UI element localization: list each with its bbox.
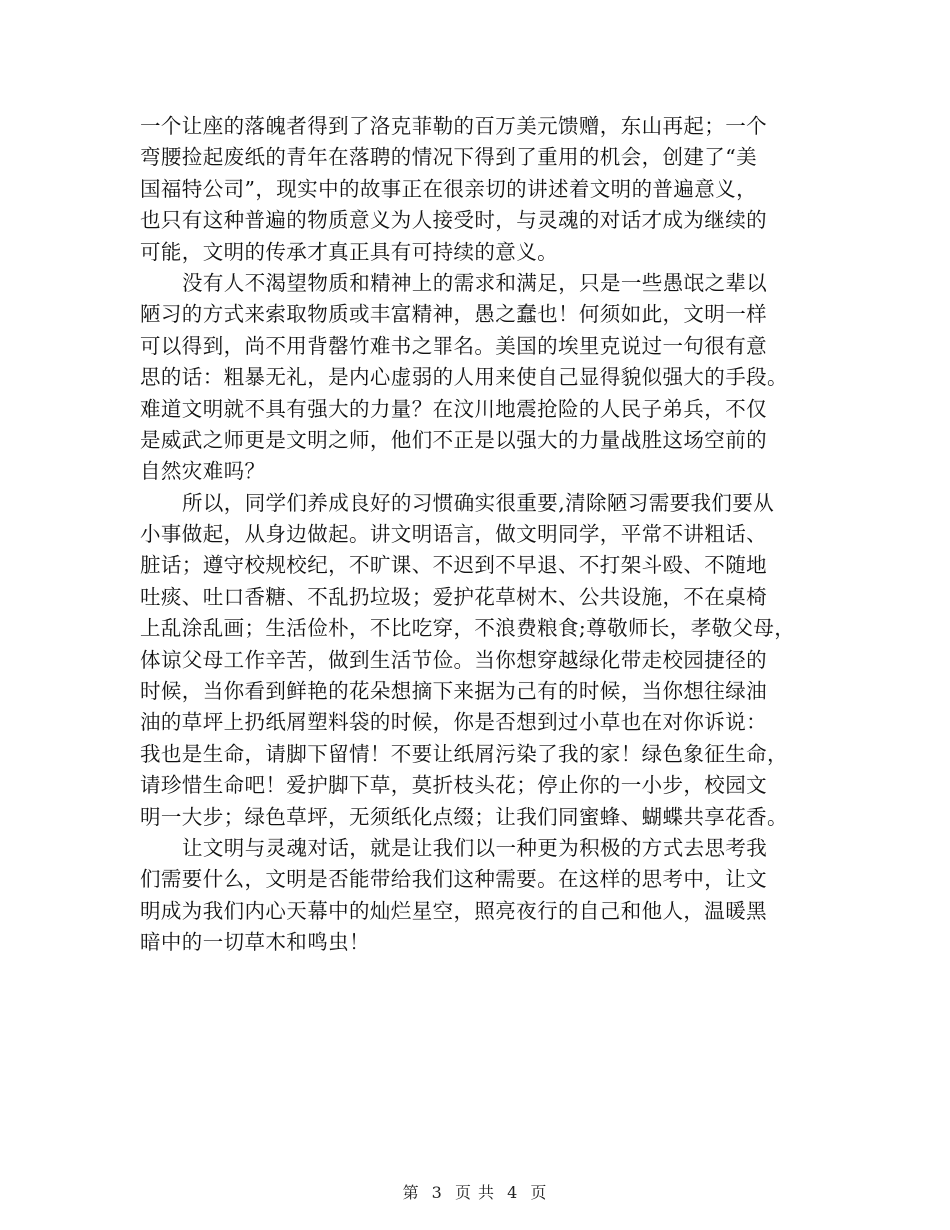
text-line: 所以，同学们养成良好的习惯确实很重要,清除陋习需要我们要从 [182,490,775,515]
page-footer [0,1180,950,1203]
text-line: 油的草坪上扔纸屑塑料袋的时候，你是否想到过小草也在对你诉说： [140,710,767,735]
text-line: 明一大步；绿色草坪，无须纸化点缀；让我们同蜜蜂、蝴蝶共享花香。 [140,804,788,829]
text-line: 自然灾难吗？ [140,459,266,484]
text-line: 可以得到，尚不用背罄竹难书之罪名。美国的埃里克说过一句很有意 [140,333,767,358]
text-line: 脏话；遵守校规校纪，不旷课、不迟到不早退、不打架斗殴、不随地 [140,553,767,578]
text-line: 可能，文明的传承才真正具有可持续的意义。 [140,239,558,264]
text-line: 暗中的一切草木和鸣虫！ [140,930,370,955]
text-line: 小事做起，从身边做起。讲文明语言，做文明同学，平常不讲粗话、 [140,522,767,547]
text-line: 一个让座的落魄者得到了洛克菲勒的百万美元馈赠，东山再起；一个 [140,114,767,138]
text-line: 难道文明就不具有强大的力量？在汶川地震抢险的人民子弟兵，不仅 [140,396,767,421]
text-line: 没有人不渴望物质和精神上的需求和满足，只是一些愚氓之辈以 [182,270,768,295]
text-line: 们需要什么，文明是否能带给我们这种需要。在这样的思考中，让文 [140,867,767,892]
text-line: 让文明与灵魂对话，就是让我们以一种更为积极的方式去思考我 [182,835,768,860]
text-line: 陋习的方式来索取物质或丰富精神，愚之蠢也！何须如此，文明一样 [140,302,767,327]
text-line: 请珍惜生命吧！爱护脚下草，莫折枝头花；停止你的一小步，校园文 [140,773,767,798]
text-line: 时候，当你看到鲜艳的花朵想摘下来据为己有的时候，当你想往绿油 [140,679,767,704]
text-line: 吐痰、吐口香糖、不乱扔垃圾；爱护花草树木、公共设施，不在桌椅 [140,584,767,609]
footer-prefix: 第 [402,1183,420,1202]
footer-mid: 页 共 [454,1183,496,1202]
text-line: 国福特公司”，现实中的故事正在很亲切的讲述着文明的普遍意义， [140,176,757,201]
text-line: 我也是生命，请脚下留情！不要让纸屑污染了我的家！绿色象征生命， [140,741,788,766]
text-line: 是威武之师更是文明之师，他们不正是以强大的力量战胜这场空前的 [140,427,767,452]
text-line: 体谅父母工作辛苦，做到生活节俭。当你想穿越绿化带走校园捷径的 [140,647,767,672]
text-line: 上乱涂乱画；生活俭朴，不比吃穿，不浪费粮食;尊敬师长，孝敬父母， [140,616,796,641]
text-line: 思的话：粗暴无礼，是内心虚弱的人用来使自己显得貌似强大的手段。 [140,365,788,390]
text-line: 弯腰捡起废纸的青年在落聘的情况下得到了重用的机会，创建了“美 [140,145,757,170]
text-line: 明成为我们内心天幕中的灿烂星空，照亮夜行的自己和他人，温暖黑 [140,898,767,923]
text-line: 也只有这种普遍的物质意义为人接受时，与灵魂的对话才成为继续的 [140,208,767,233]
footer-total-pages: 4 [507,1183,519,1202]
document-body [140,111,820,959]
footer-current-page: 3 [431,1183,443,1202]
footer-suffix: 页 [530,1183,548,1202]
